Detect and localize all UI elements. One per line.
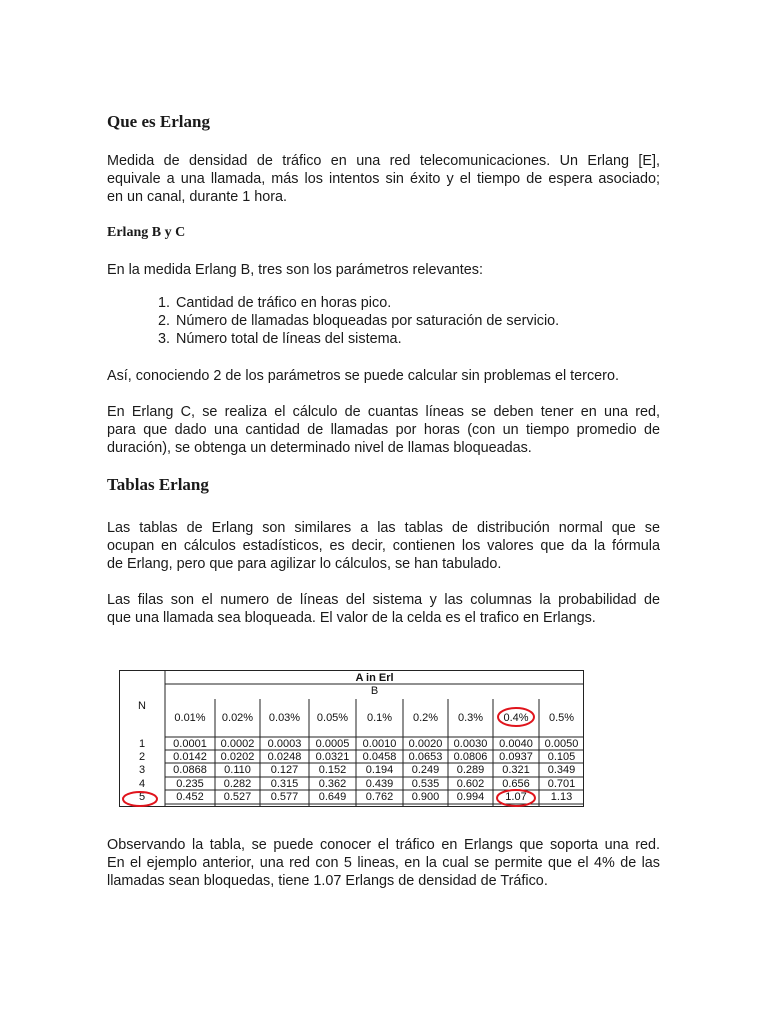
table-cell: 0.701 <box>547 778 576 790</box>
table-row-number: 1 <box>138 738 146 750</box>
table-column-header: 0.05% <box>316 712 349 724</box>
table-row-number: 3 <box>138 764 146 776</box>
paragraph-tablas <box>107 519 660 573</box>
table-n-header: N <box>138 700 146 712</box>
table-cell: 0.439 <box>365 778 394 790</box>
table-cell: 1.07 <box>505 791 527 803</box>
table-column-header: 0.3% <box>457 712 484 724</box>
text-line: duración), se obtenga un determinado nivel de llamas bloqueadas. <box>107 440 532 456</box>
table-cell: 0.527 <box>223 791 252 803</box>
table-cell: 0.282 <box>223 778 252 790</box>
table-cell: 0.315 <box>270 778 299 790</box>
table-cell: 0.105 <box>547 751 576 763</box>
text-line: ocupan en cálculos estadísticos, es decir, contienen los valores que da la fórmula <box>107 538 660 554</box>
text-line: Las tablas de Erlang son similares a las tablas de distribución normal que se <box>107 520 660 536</box>
table-row-number: 2 <box>138 751 146 763</box>
list-item: 3. Número total de líneas del sistema. <box>174 330 559 348</box>
text-line: Observando la tabla, se puede conocer el tráfico en Erlangs que soporta una red. <box>107 837 660 853</box>
table-cell: 0.602 <box>456 778 485 790</box>
table-cell: 0.900 <box>411 791 440 803</box>
table-cell: 0.362 <box>318 778 347 790</box>
table-cell: 0.0321 <box>315 751 350 763</box>
intro-paragraph <box>107 152 660 206</box>
table-cell: 0.0202 <box>220 751 255 763</box>
text-line: de Erlang, pero que para agilizar lo cálculos, se han tabulado. <box>107 556 502 572</box>
table-column-header: 0.02% <box>221 712 254 724</box>
text-line: Medida de densidad de tráfico en una red telecomunicaciones. Un Erlang [E], <box>107 153 660 169</box>
table-cell: 0.0653 <box>408 751 443 763</box>
table-row-number: 4 <box>138 778 146 790</box>
text-line: que una llamada sea bloqueada. El valor de la celda es el trafico en Erlangs. <box>107 610 596 626</box>
table-column-header: 0.2% <box>412 712 439 724</box>
table-column-header: 0.1% <box>366 712 393 724</box>
table-cell: 0.762 <box>365 791 394 803</box>
table-row-number: 5 <box>138 791 146 803</box>
table-cell: 0.0458 <box>362 751 397 763</box>
list-item: 1. Cantidad de tráfico en horas pico. <box>174 294 559 312</box>
table-cell: 0.994 <box>456 791 485 803</box>
table-cell: 0.0937 <box>499 751 533 763</box>
text-line: En el ejemplo anterior, una red con 5 lineas, en la cual se permite que el 4% de las <box>107 855 660 871</box>
table-title: A in Erl <box>355 672 394 684</box>
table-cell: 0.0868 <box>173 764 207 776</box>
paragraph-asi <box>107 367 660 385</box>
table-cell: 0.0142 <box>173 751 207 763</box>
table-cell: 0.649 <box>318 791 347 803</box>
table-cell: 0.0050 <box>544 738 579 750</box>
table-column-header: 0.5% <box>548 712 575 724</box>
heading-tablas-erlang: Tablas Erlang <box>107 475 209 494</box>
table-cell: 0.535 <box>411 778 440 790</box>
table-cell: 0.656 <box>502 778 530 790</box>
heading-que-es-erlang: Que es Erlang <box>107 112 210 131</box>
text-line: llamadas sean bloquedas, tiene 1.07 Erlangs de densidad de Tráfico. <box>107 873 548 889</box>
table-cell: 0.249 <box>411 764 440 776</box>
table-cell: 0.127 <box>270 764 299 776</box>
table-cell: 0.0003 <box>267 738 302 750</box>
table-cell: 0.0030 <box>453 738 488 750</box>
erlang-table-graphic <box>119 670 585 808</box>
table-cell: 0.349 <box>547 764 576 776</box>
table-cell: 0.194 <box>365 764 394 776</box>
text-line: En la medida Erlang B, tres son los parámetros relevantes: <box>107 262 483 278</box>
paragraph-erlang-c <box>107 403 660 457</box>
text-line: equivale a una llamada, más los intentos sin éxito y el tiempo de espera asociado; <box>107 171 660 187</box>
text-line: Las filas son el numero de líneas del sistema y las columnas la probabilidad de <box>107 592 660 608</box>
table-cell: 0.0806 <box>453 751 488 763</box>
text-line: en un canal, durante 1 hora. <box>107 189 288 205</box>
table-cell: 0.110 <box>224 764 251 776</box>
table-cell: 0.289 <box>456 764 485 776</box>
text-line: Así, conociendo 2 de los parámetros se puede calcular sin problemas el tercero. <box>107 368 619 384</box>
table-cell: 0.0248 <box>267 751 302 763</box>
list-item: 2. Número de llamadas bloqueadas por saturación de servicio. <box>174 312 559 330</box>
table-cell: 0.152 <box>318 764 347 776</box>
table-cell: 0.577 <box>270 791 299 803</box>
table-cell: 0.0010 <box>362 738 397 750</box>
table-column-header: 0.4% <box>503 712 529 724</box>
paragraph-filas <box>107 591 660 627</box>
table-cell: 0.235 <box>176 778 204 790</box>
table-cell: 0.452 <box>176 791 204 803</box>
table-cell: 0.0002 <box>220 738 255 750</box>
table-cell: 0.0040 <box>499 738 533 750</box>
table-cell: 0.0005 <box>315 738 350 750</box>
erlang-b-lead <box>107 261 660 279</box>
table-column-header: 0.03% <box>268 712 301 724</box>
erlang-b-table <box>119 670 585 808</box>
text-line: para que dado una cantidad de llamadas por horas (con un tiempo promedio de <box>107 422 660 438</box>
heading-erlang-b-y-c: Erlang B y C <box>107 225 186 240</box>
table-column-header: 0.01% <box>174 712 206 724</box>
table-cell: 0.0001 <box>173 738 207 750</box>
parameters-list <box>150 294 559 348</box>
paragraph-conclusion <box>107 836 660 890</box>
table-cell: 0.321 <box>502 764 530 776</box>
table-cell: 0.0020 <box>408 738 443 750</box>
text-line: En Erlang C, se realiza el cálculo de cuantas líneas se deben tener en una red, <box>107 404 660 420</box>
table-subtitle: B <box>370 685 379 697</box>
table-cell: 1.13 <box>550 791 573 803</box>
